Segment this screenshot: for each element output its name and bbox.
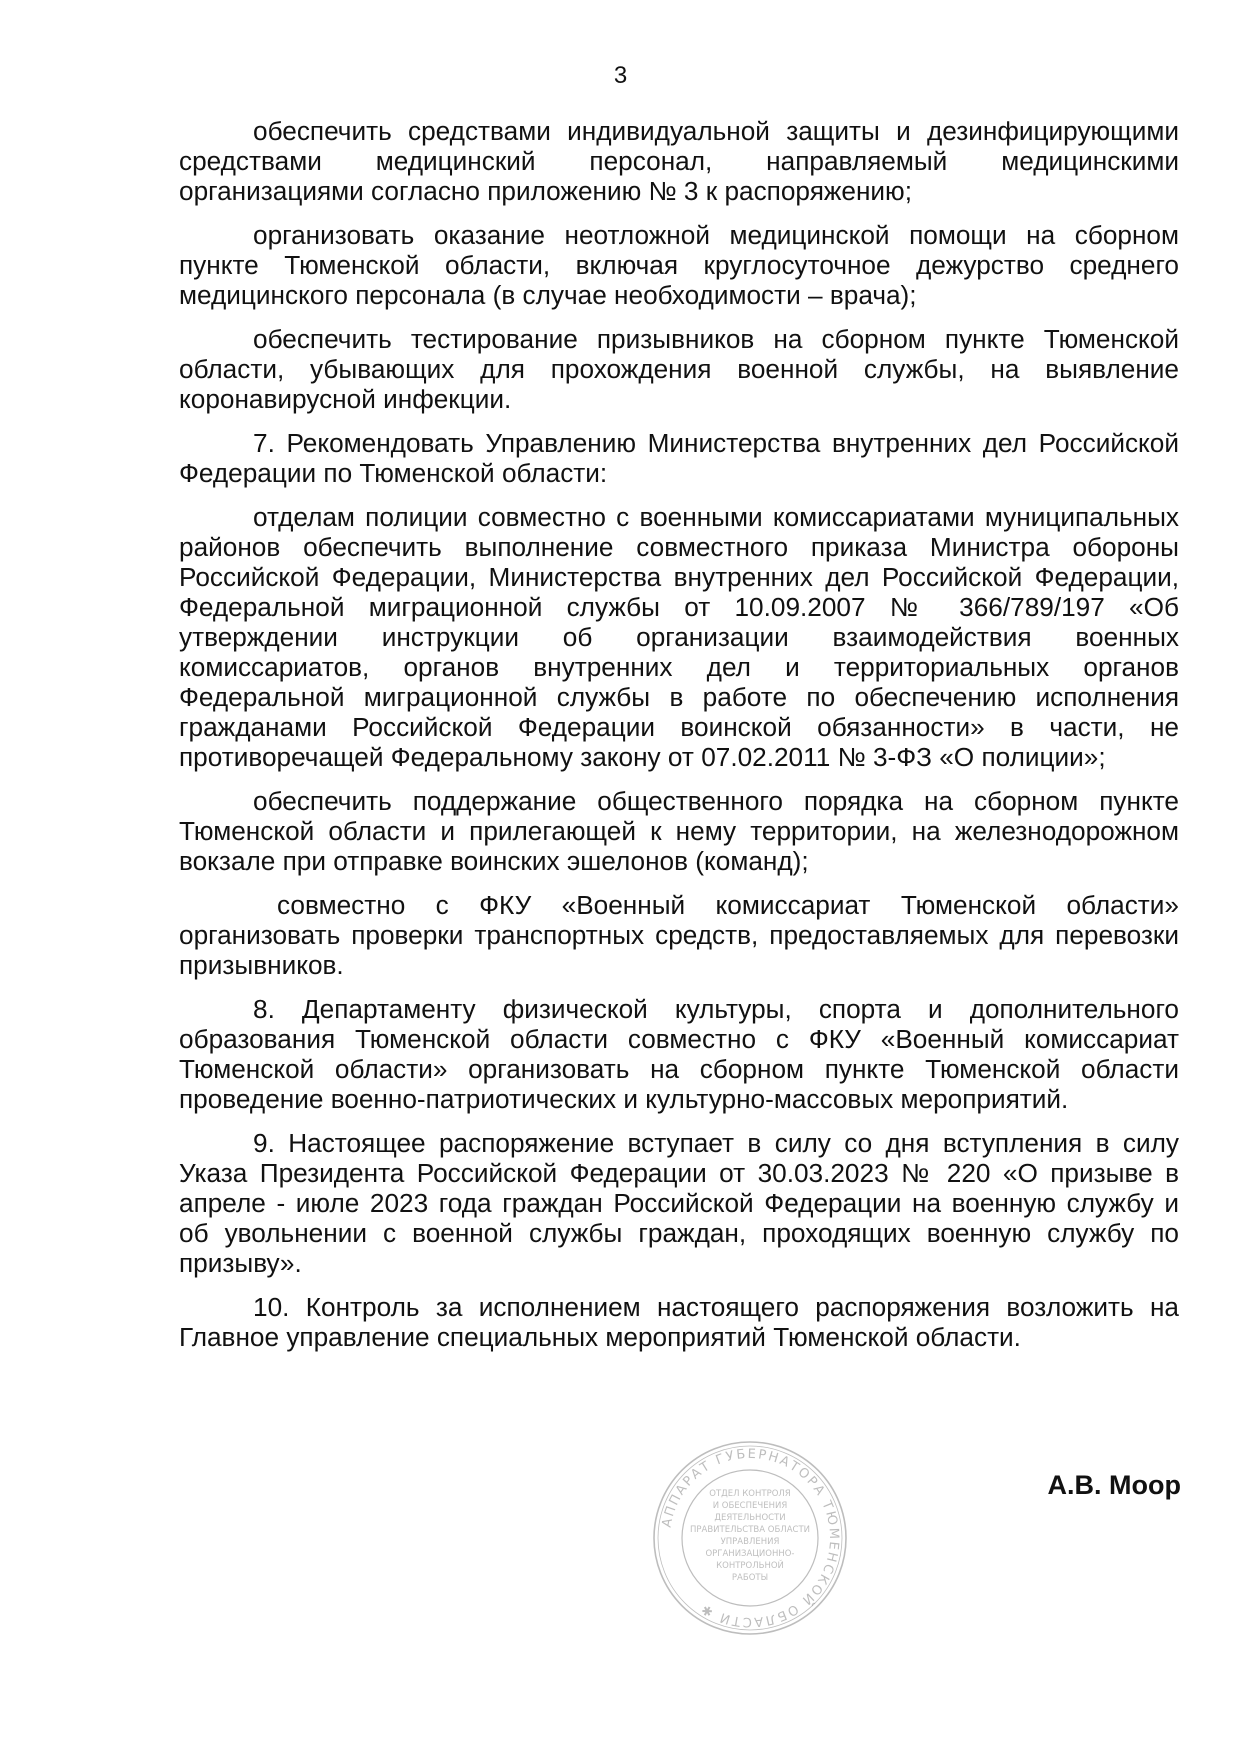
paragraph-testing: обеспечить тестирование призывников на сборном пункте Тюменской области, убывающих для прохождения военной службы, на выявление коронавирусной инфекции. bbox=[179, 324, 1179, 414]
signatory-name: А.В. Моор bbox=[1047, 1470, 1181, 1500]
document-body bbox=[179, 116, 1179, 1366]
paragraph-item-7: 7. Рекомендовать Управлению Министерства внутренних дел Российской Федерации по Тюменской области: bbox=[179, 428, 1179, 488]
paragraph-public-order: обеспечить поддержание общественного порядка на сборном пункте Тюменской области и прилегающей к нему территории, на железнодорожном вокзале при отправке воинских эшелонов (команд); bbox=[179, 786, 1179, 876]
svg-text:ПРАВИТЕЛЬСТВА ОБЛАСТИ: ПРАВИТЕЛЬСТВА ОБЛАСТИ bbox=[690, 1525, 810, 1535]
svg-text:РАБОТЫ: РАБОТЫ bbox=[731, 1573, 769, 1583]
svg-text:ОРГАНИЗАЦИОННО-: ОРГАНИЗАЦИОННО- bbox=[705, 1549, 795, 1559]
paragraph-ppe: обеспечить средствами индивидуальной защиты и дезинфицирующими средствами медицинский персонал, направляемый медицинскими организациями согласно приложению № 3 к распоряжению; bbox=[179, 116, 1179, 206]
paragraph-vehicle-inspection: совместно с ФКУ «Военный комиссариат Тюменской области» организовать проверки транспортных средств, предоставляемых для перевозки призывников. bbox=[179, 890, 1179, 980]
page-number: 3 bbox=[613, 62, 628, 89]
official-stamp bbox=[650, 1438, 850, 1638]
paragraph-item-10: 10. Контроль за исполнением настоящего распоряжения возложить на Главное управление специальных мероприятий Тюменской области. bbox=[179, 1292, 1179, 1352]
svg-text:УПРАВЛЕНИЯ: УПРАВЛЕНИЯ bbox=[720, 1537, 780, 1547]
svg-text:КОНТРОЛЬНОЙ: КОНТРОЛЬНОЙ bbox=[716, 1561, 784, 1571]
svg-text:И ОБЕСПЕЧЕНИЯ: И ОБЕСПЕЧЕНИЯ bbox=[712, 1501, 788, 1511]
paragraph-emergency-care: организовать оказание неотложной медицинской помощи на сборном пункте Тюменской области, включая круглосуточное дежурство среднего медицинского персонала (в случае необходимости – врача); bbox=[179, 220, 1179, 310]
paragraph-police-departments: отделам полиции совместно с военными комиссариатами муниципальных районов обеспечить выполнение совместного приказа Министра обороны Российской Федерации, Министерства внутренних дел Российской Федерации, Федеральной миграционной службы от 10.09.2007 № 366/789/197 «Об утверждении инструкции об организации взаимодействия военных комиссариатов, органов внутренних дел и территориальных органов Федеральной миграционной службы в работе по обеспечению исполнения гражданами Российской Федерации воинской обязанности» в части, не противоречащей Федеральному закону от 07.02.2011 № 3-ФЗ «О полиции»; bbox=[179, 502, 1179, 772]
paragraph-item-9: 9. Настоящее распоряжение вступает в силу со дня вступления в силу Указа Президента Российской Федерации от 30.03.2023 № 220 «О призыве в апреле - июле 2023 года граждан Российской Федерации на военную службу и об увольнении с военной службы граждан, проходящих военную службу по призыву». bbox=[179, 1128, 1179, 1278]
paragraph-item-8: 8. Департаменту физической культуры, спорта и дополнительного образования Тюменской области совместно с ФКУ «Военный комиссариат Тюменской области» организовать на сборном пункте Тюменской области проведение военно-патриотических и культурно-массовых мероприятий. bbox=[179, 994, 1179, 1114]
svg-text:АППАРАТ ГУБЕРНАТОРА ТЮМЕНСКОЙ: АППАРАТ ГУБЕРНАТОРА ТЮМЕНСКОЙ ОБЛАСТИ ✱ bbox=[659, 1446, 842, 1630]
svg-text:ОТДЕЛ КОНТРОЛЯ: ОТДЕЛ КОНТРОЛЯ bbox=[709, 1489, 791, 1499]
svg-text:ДЕЯТЕЛЬНОСТИ: ДЕЯТЕЛЬНОСТИ bbox=[714, 1513, 786, 1523]
